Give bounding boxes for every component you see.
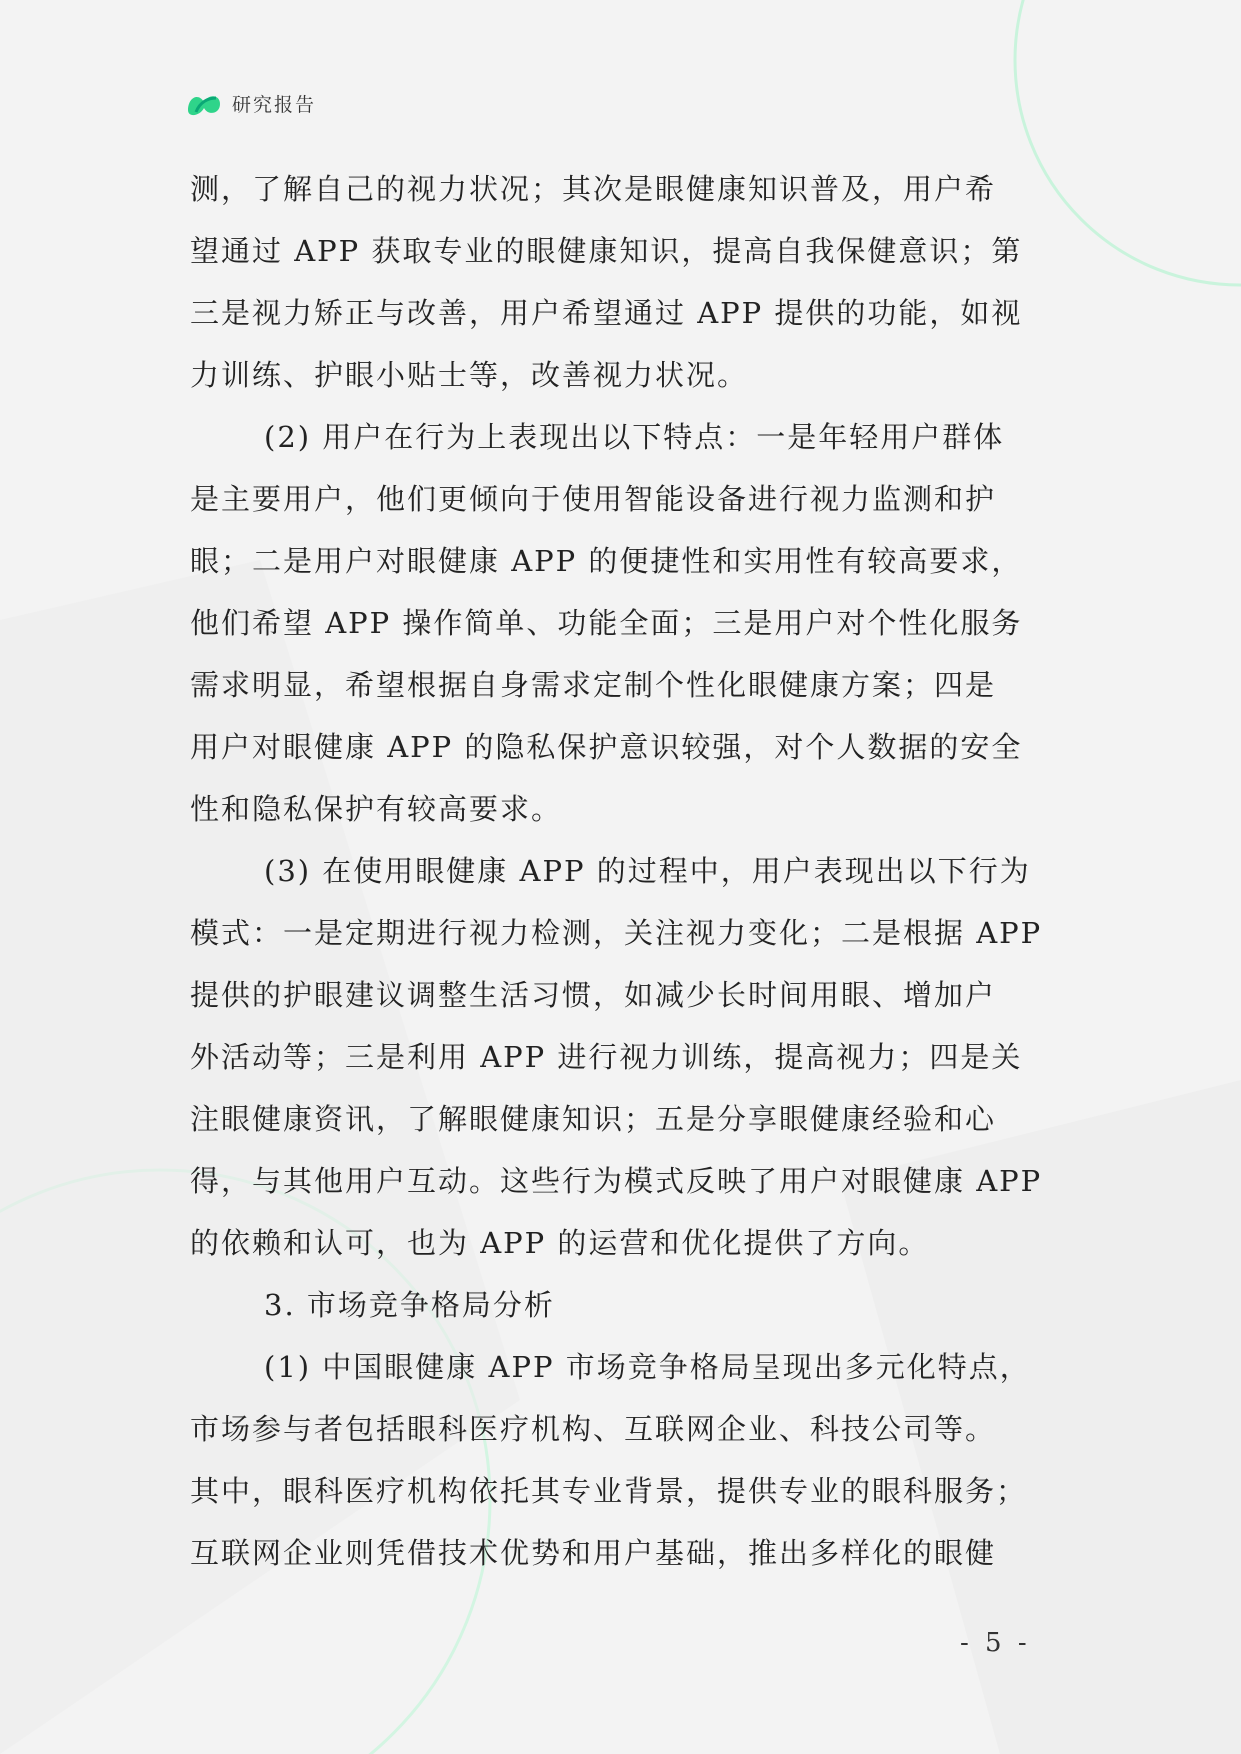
text-line: 提供的护眼建议调整生活习惯，如减少长时间用眼、增加户: [190, 978, 997, 1012]
text-line: (2) 用户在行为上表现出以下特点：一是年轻用户群体: [264, 420, 1005, 454]
text-line: 用户对眼健康 APP 的隐私保护意识较强，对个人数据的安全: [190, 730, 1023, 764]
text-line: 眼；二是用户对眼健康 APP 的便捷性和实用性有较高要求，: [190, 544, 1023, 578]
text-line: 得，与其他用户互动。这些行为模式反映了用户对眼健康 APP: [190, 1164, 1043, 1198]
text-line: 他们希望 APP 操作简单、功能全面；三是用户对个性化服务: [190, 606, 1023, 640]
page-number: - 5 -: [960, 1628, 1031, 1658]
text-line: 测，了解自己的视力状况；其次是眼健康知识普及，用户希: [190, 172, 997, 206]
text-line: 模式：一是定期进行视力检测，关注视力变化；二是根据 APP: [190, 916, 1043, 950]
text-line: 市场参与者包括眼科医疗机构、互联网企业、科技公司等。: [190, 1412, 997, 1446]
body-text: [190, 158, 1070, 1584]
text-line: 互联网企业则凭借技术优势和用户基础，推出多样化的眼健: [190, 1536, 997, 1570]
text-line: 其中，眼科医疗机构依托其专业背景，提供专业的眼科服务；: [190, 1474, 1028, 1508]
text-line: 力训练、护眼小贴士等，改善视力状况。: [190, 358, 749, 392]
text-line: 需求明显，希望根据自身需求定制个性化眼健康方案；四是: [190, 668, 997, 702]
text-line: 3. 市场竞争格局分析: [264, 1288, 555, 1322]
text-line: 注眼健康资讯，了解眼健康知识；五是分享眼健康经验和心: [190, 1102, 997, 1136]
report-header: [186, 88, 316, 118]
text-line: 外活动等；三是利用 APP 进行视力训练，提高视力；四是关: [190, 1040, 1023, 1074]
report-title: 研究报告: [232, 93, 317, 116]
text-line: (1) 中国眼健康 APP 市场竞争格局呈现出多元化特点，: [264, 1350, 1031, 1384]
leaf-logo-icon: [186, 88, 222, 118]
text-line: 是主要用户，他们更倾向于使用智能设备进行视力监测和护: [190, 482, 997, 516]
text-line: 的依赖和认可，也为 APP 的运营和优化提供了方向。: [190, 1226, 930, 1260]
text-line: (3) 在使用眼健康 APP 的过程中，用户表现出以下行为: [264, 854, 1031, 888]
text-line: 性和隐私保护有较高要求。: [190, 792, 563, 826]
text-line: 三是视力矫正与改善，用户希望通过 APP 提供的功能，如视: [190, 296, 1023, 330]
text-line: 望通过 APP 获取专业的眼健康知识，提高自我保健意识；第: [190, 234, 1023, 268]
